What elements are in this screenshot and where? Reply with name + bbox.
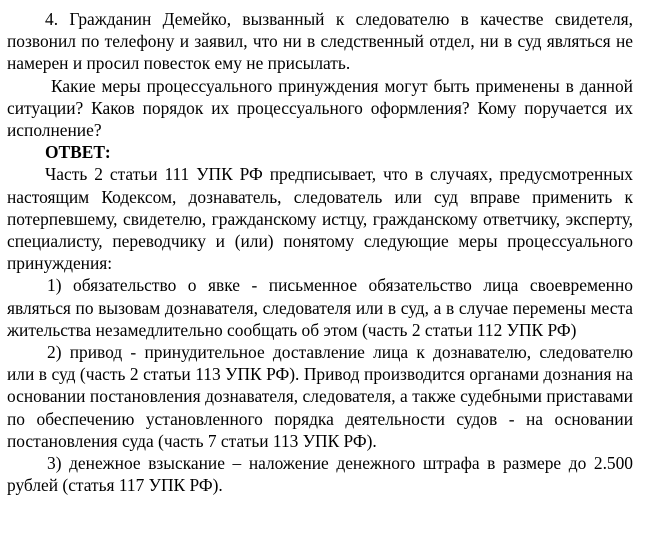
answer-intro-paragraph: Часть 2 статьи 111 УПК РФ предписывает, что в случаях, предусмотренных настоящим Кодексом, дознаватель, следователь или суд вправе применить к потерпевшему, свидетелю, гражданскому истцу, гражданскому ответчику, эксперту, специалисту, переводчику и (или) понятому следующие меры процессуального принуждения: <box>7 164 633 274</box>
list-item-compulsory-appearance: 2) привод - принудительное доставление лица к дознавателю, следователю или в суд (часть 2 статьи 113 УПК РФ). Привод производится органами дознания на основании постановления дознавателя, следователя, а также судебными приставами по обеспечению установленного порядка деятельности судов - на основании постановления суда (часть 7 статьи 113 УПК РФ). <box>7 342 633 451</box>
task-paragraph: 4. Гражданин Демейко, вызванный к следователю в качестве свидетеля, позвонил по телефону и заявил, что ни в следственный отдел, ни в суд являться не намерен и просил повесток ему не присылать. <box>7 9 633 74</box>
document-page <box>7 8 633 496</box>
question-paragraph: Какие меры процессуального принуждения могут быть применены в данной ситуации? Каков порядок их процессуального оформления? Кому поручается их исполнение? <box>7 75 633 141</box>
answer-heading: ОТВЕТ: <box>45 142 111 163</box>
list-item-monetary-penalty: 3) денежное взыскание – наложение денежного штрафа в размере до 2.500 рублей (статья 117 УПК РФ). <box>7 453 633 496</box>
list-item-obligation-to-appear: 1) обязательство о явке - письменное обязательство лица своевременно являться по вызовам дознавателя, следователя или в суд, а в случае перемены места жительства незамедлительно сообщать об этом (часть 2 статьи 112 УПК РФ) <box>7 275 633 340</box>
